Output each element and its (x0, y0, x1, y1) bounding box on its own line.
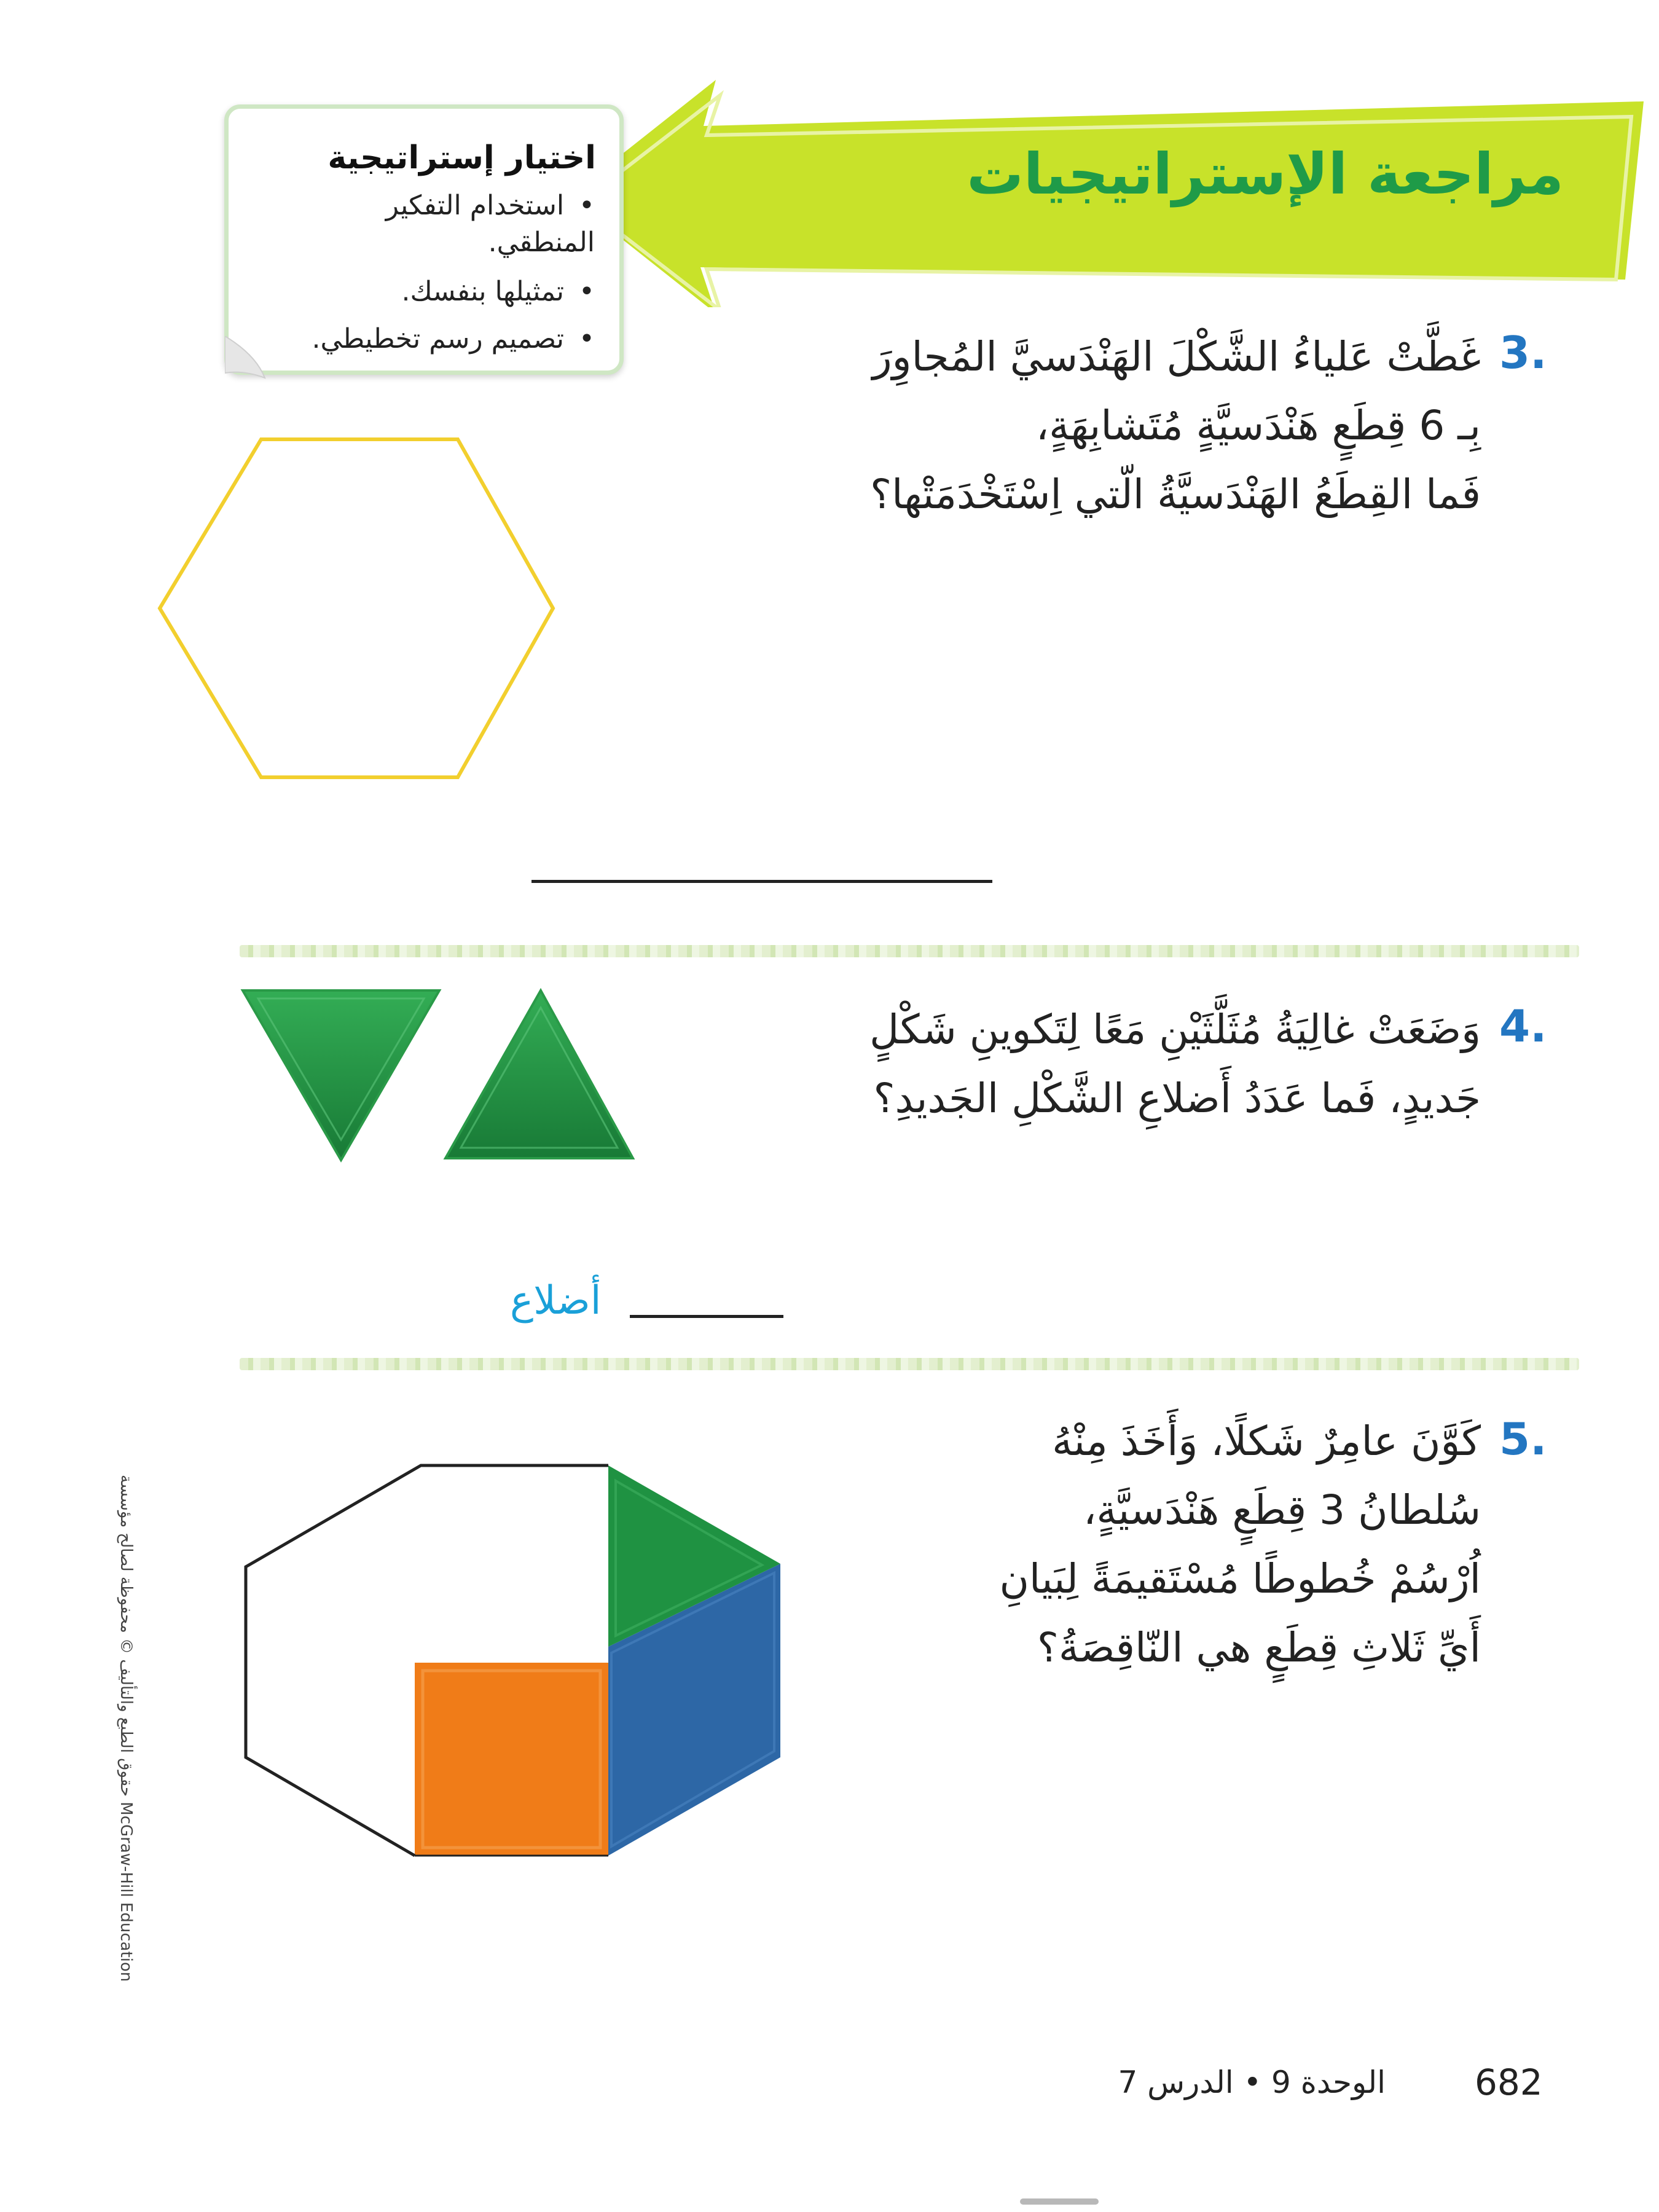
answer-line[interactable] (630, 1315, 783, 1318)
hexagon-shape (151, 430, 562, 786)
question-text: وَضَعَتْ غالِيَةُ مُثَلَّثَيْنِ مَعًا لِتَكوينِ شَكْلٍ جَديدٍ، فَما عَدَدُ أَضلاعِ الشَّكْلِ الجَديدِ؟ (869, 1006, 1481, 1122)
copyright-credit: حقوق الطبع والتأليف © محفوظة لصالح مؤسسة McGraw-Hill Education (117, 1475, 135, 1982)
bullet-icon: • (579, 276, 595, 307)
strategy-item: •استخدام التفكير المنطقي. (385, 190, 595, 258)
question-text: غَطَّتْ عَلياءُ الشَّكْلَ الهَنْدَسيَّ المُجاوِرَ بِـ 6 قِطَعٍ هَنْدَسيَّةٍ مُتَشابِهَةٍ، فَما القِطَعُ الهَنْدَسيَّةُ الّتي اِسْتَخْدَمَتْها؟ (870, 333, 1481, 518)
two-triangles (240, 983, 651, 1167)
triangle-up-icon (445, 990, 633, 1158)
strategy-title: اختيار إستراتيجية (327, 139, 596, 176)
lesson-label: الوحدة 9 • الدرس 7 (1118, 2065, 1386, 2100)
page-number: 682 (1475, 2061, 1543, 2103)
section-divider (240, 945, 1579, 957)
question-text: كَوَّنَ عامِرٌ شَكلًا، وَأَخَذَ مِنْهُ سُلطانُ 3 قِطَعٍ هَنْدَسيَّةٍ، اُرْسُمْ خُطوطًا مُسْتَقيمَةً لِبَيانِ أَيِّ ثَلاثِ قِطَعٍ هي النّاقِصَةُ؟ (999, 1418, 1481, 1671)
bullet-icon: • (579, 190, 595, 221)
triangle-down-icon (243, 990, 439, 1160)
composite-shape (240, 1456, 793, 1862)
strategy-item: •تصميم رسم تخطيطي. (312, 323, 595, 355)
strategy-card (224, 104, 624, 375)
question-number: 5. (1499, 1413, 1547, 1465)
section-divider (240, 1358, 1579, 1370)
strategy-item: •تمثيلها بنفسك. (401, 276, 595, 307)
bullet-icon: • (579, 323, 595, 355)
home-indicator[interactable] (1020, 2198, 1099, 2205)
answer-unit-label: أضلاع (510, 1278, 602, 1324)
page-curl-icon (225, 336, 268, 379)
square-orange-icon (415, 1663, 608, 1856)
question-number: 3. (1499, 327, 1547, 378)
page-title: مراجعة الإستراتيجيات (967, 141, 1564, 207)
question-number: 4. (1499, 1000, 1547, 1052)
answer-line[interactable] (531, 880, 992, 883)
